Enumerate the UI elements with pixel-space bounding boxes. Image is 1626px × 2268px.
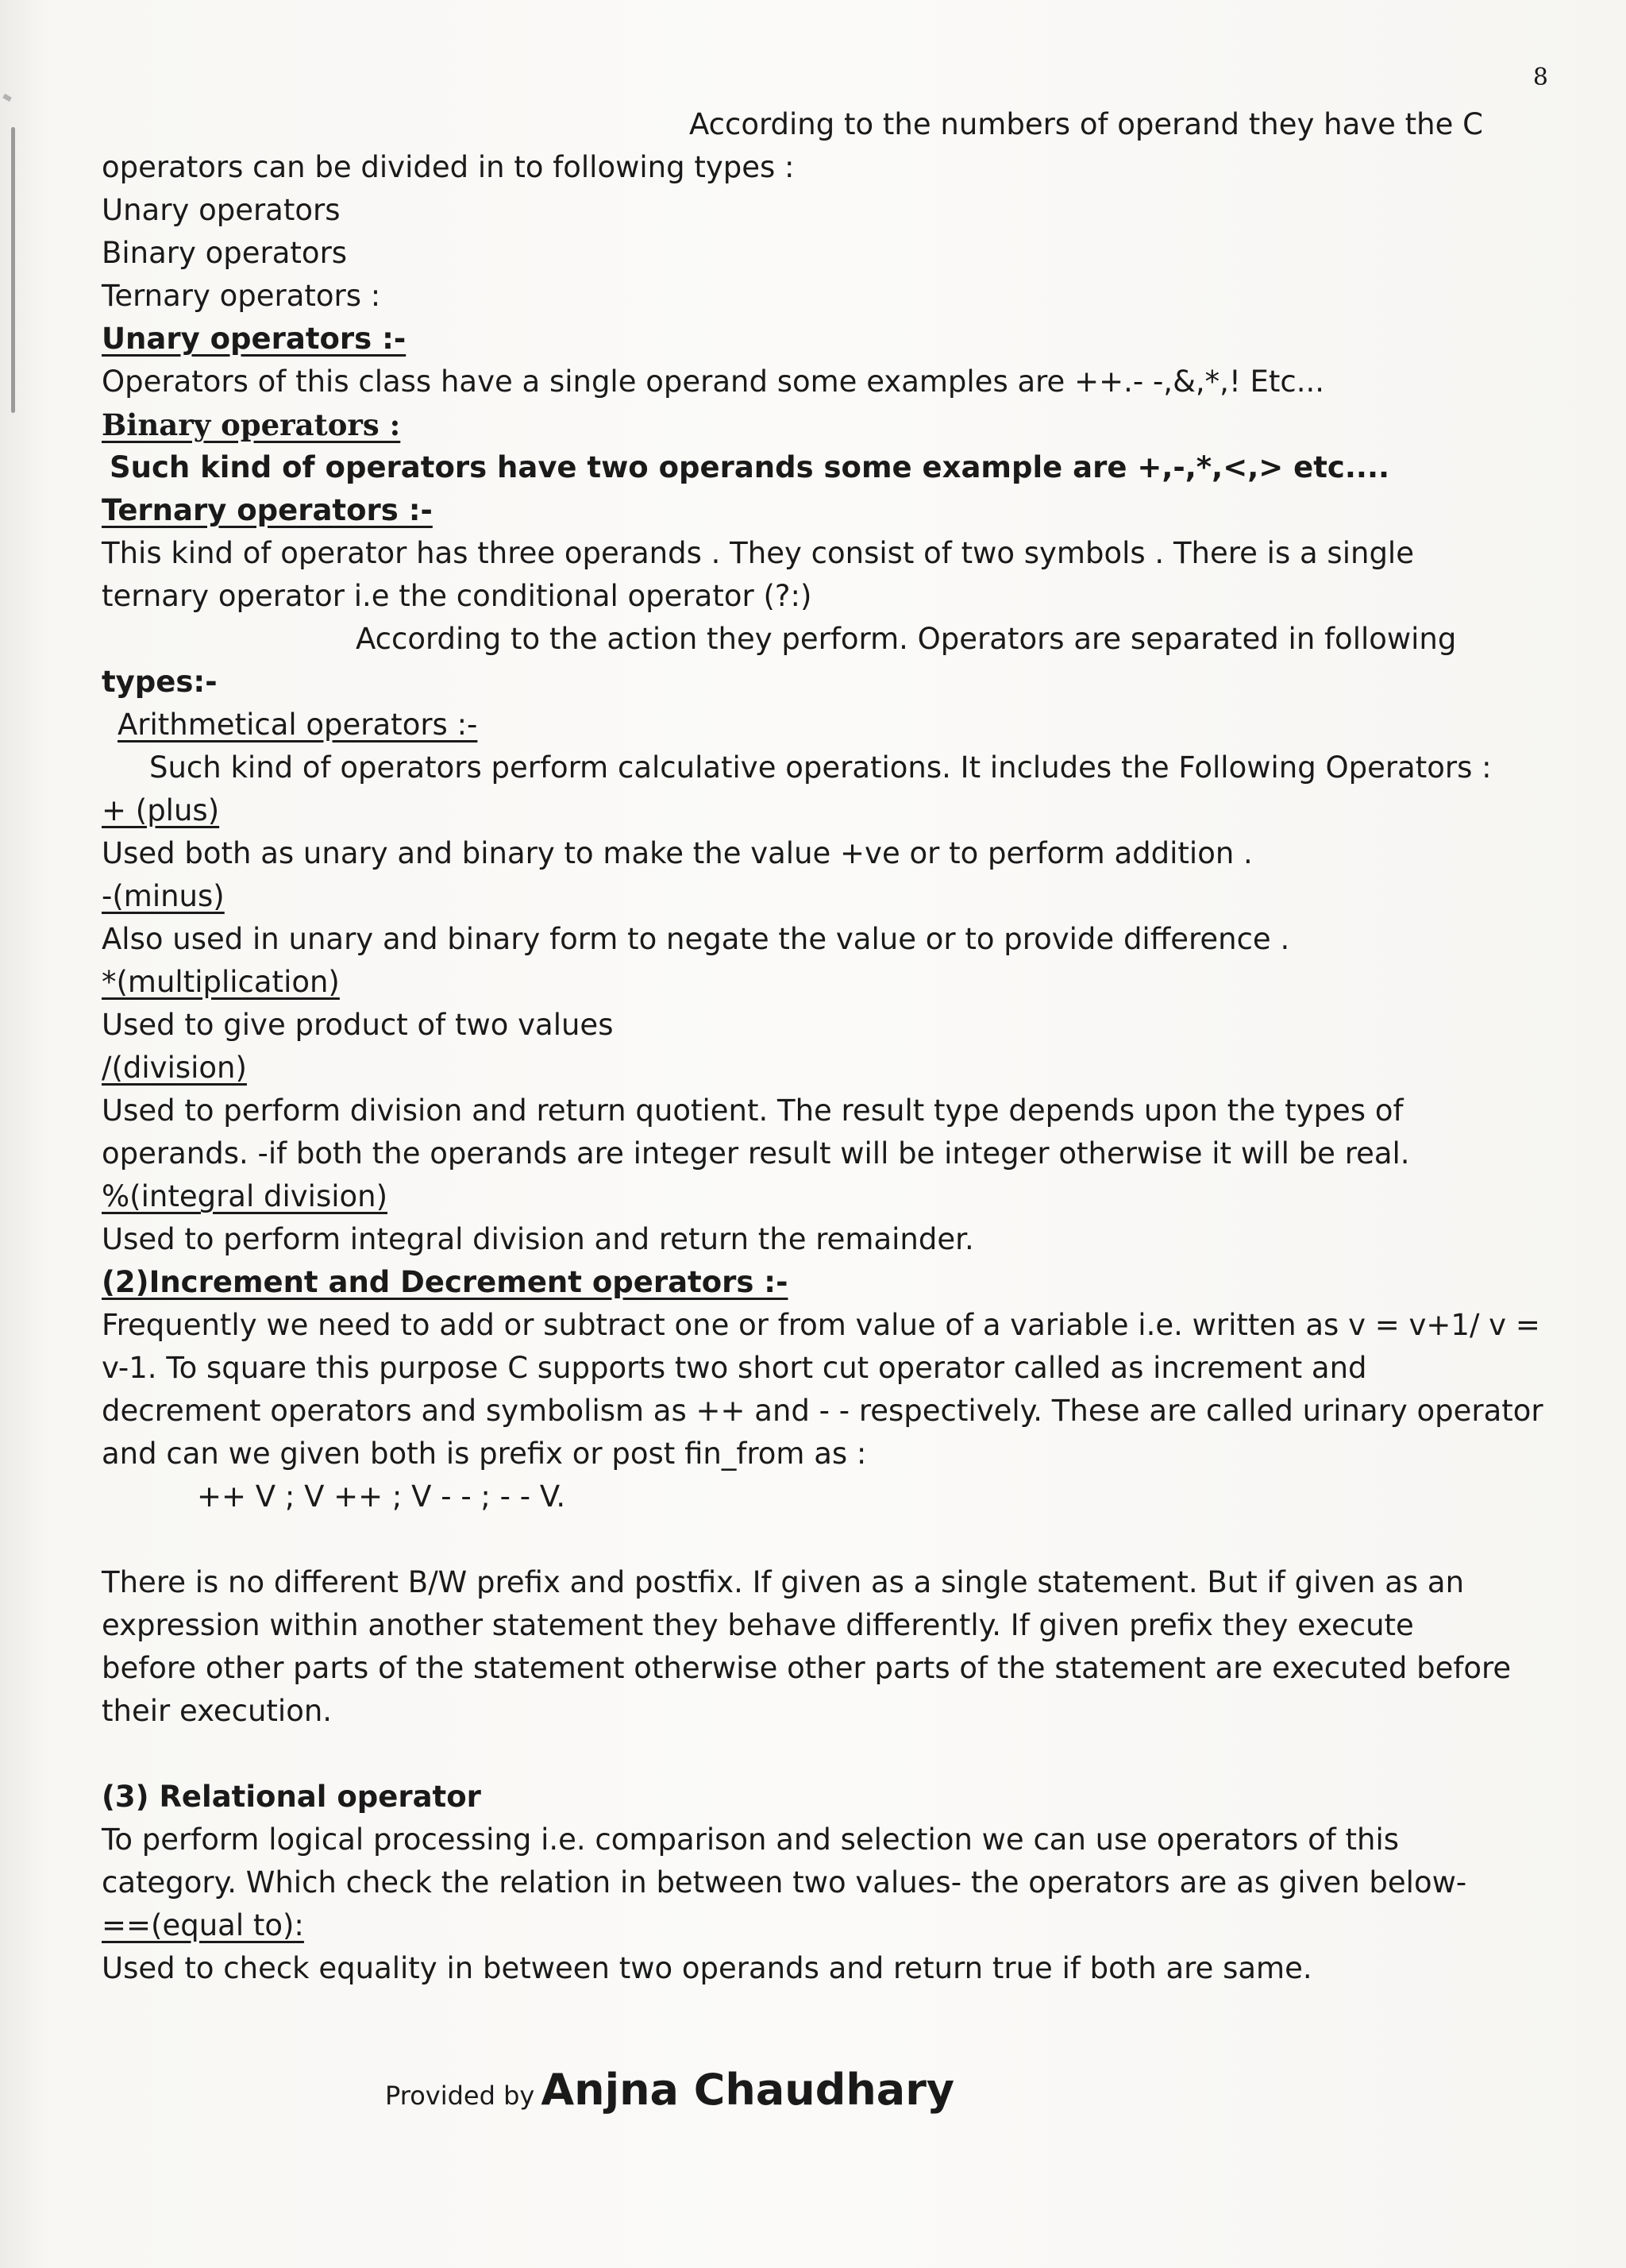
text-line: before other parts of the statement otherwise other parts of the statement are executed before xyxy=(102,1651,1512,1685)
document-body xyxy=(102,103,1543,1990)
operator-label: + (plus) xyxy=(102,793,220,827)
code-line: ++ V ; V ++ ; V - - ; - - V. xyxy=(197,1479,566,1514)
text-line: Such kind of operators perform calculative operations. It includes the Following Operators : xyxy=(149,750,1492,785)
text-line: their execution. xyxy=(102,1694,333,1728)
section-heading: Unary operators :- xyxy=(102,322,406,356)
text-line: expression within another statement they behave differently. If given prefix they execute xyxy=(102,1608,1414,1642)
text-line: Operators of this class have a single operand some examples are ++.- -,&,*,! Etc... xyxy=(102,364,1325,399)
text-line: Used to check equality in between two operands and return true if both are same. xyxy=(102,1951,1312,1985)
text-line: According to the action they perform. Operators are separated in following xyxy=(356,622,1457,656)
list-item: Unary operators xyxy=(102,193,341,227)
list-item: Ternary operators : xyxy=(102,279,381,313)
text-line: Used to perform integral division and return the remainder. xyxy=(102,1222,974,1256)
section-heading: Ternary operators :- xyxy=(102,493,433,527)
text-line: According to the numbers of operand they have the C xyxy=(689,107,1483,141)
section-heading: Arithmetical operators :- xyxy=(118,708,478,742)
text-line: types:- xyxy=(102,665,218,699)
operator-label: ==(equal to): xyxy=(102,1908,304,1942)
text-line: This kind of operator has three operands . They consist of two symbols . There is a single xyxy=(102,536,1414,570)
text-line: ternary operator i.e the conditional operator (?:) xyxy=(102,579,812,613)
section-heading: (3) Relational operator xyxy=(102,1780,481,1814)
page-number: 8 xyxy=(1532,64,1548,91)
scan-edge-mark xyxy=(2,94,12,102)
text-line: There is no different B/W prefix and postfix. If given as a single statement. But if given as an xyxy=(102,1565,1465,1599)
text-line: Used both as unary and binary to make the value +ve or to perform addition . xyxy=(102,836,1253,870)
operator-label: *(multiplication) xyxy=(102,965,340,999)
text-line: and can we given both is prefix or post fin_from as : xyxy=(102,1437,867,1471)
section-heading: (2)Increment and Decrement operators :- xyxy=(102,1265,788,1299)
operator-label: -(minus) xyxy=(102,879,225,913)
text-line: category. Which check the relation in between two values- the operators are as given below- xyxy=(102,1865,1467,1900)
section-heading: Binary operators : xyxy=(102,407,401,442)
footer-author: Anjna Chaudhary xyxy=(541,2065,955,2115)
text-line: operators can be divided in to following types : xyxy=(102,150,795,184)
text-line: Such kind of operators have two operands some example are +,-,*,<,> etc.... xyxy=(110,450,1390,484)
operator-label: /(division) xyxy=(102,1051,247,1085)
text-line: Frequently we need to add or subtract one or from value of a variable i.e. written as v = v+1/ v = xyxy=(102,1308,1540,1342)
footer-prefix: Provided by xyxy=(385,2081,535,2111)
page-footer xyxy=(385,2065,954,2115)
text-line: Used to give product of two values xyxy=(102,1008,614,1042)
text-line: To perform logical processing i.e. comparison and selection we can use operators of this xyxy=(102,1822,1400,1857)
text-line: v-1. To square this purpose C supports two short cut operator called as increment and xyxy=(102,1351,1367,1385)
operator-label: %(integral division) xyxy=(102,1179,388,1213)
list-item: Binary operators xyxy=(102,236,348,270)
text-line: Used to perform division and return quotient. The result type depends upon the types of xyxy=(102,1094,1404,1128)
text-line: decrement operators and symbolism as ++ and - - respectively. These are called urinary operator xyxy=(102,1394,1543,1428)
scan-edge-mark xyxy=(11,127,15,413)
text-line: Also used in unary and binary form to negate the value or to provide difference . xyxy=(102,922,1290,956)
text-line: operands. -if both the operands are integer result will be integer otherwise it will be real. xyxy=(102,1136,1410,1171)
